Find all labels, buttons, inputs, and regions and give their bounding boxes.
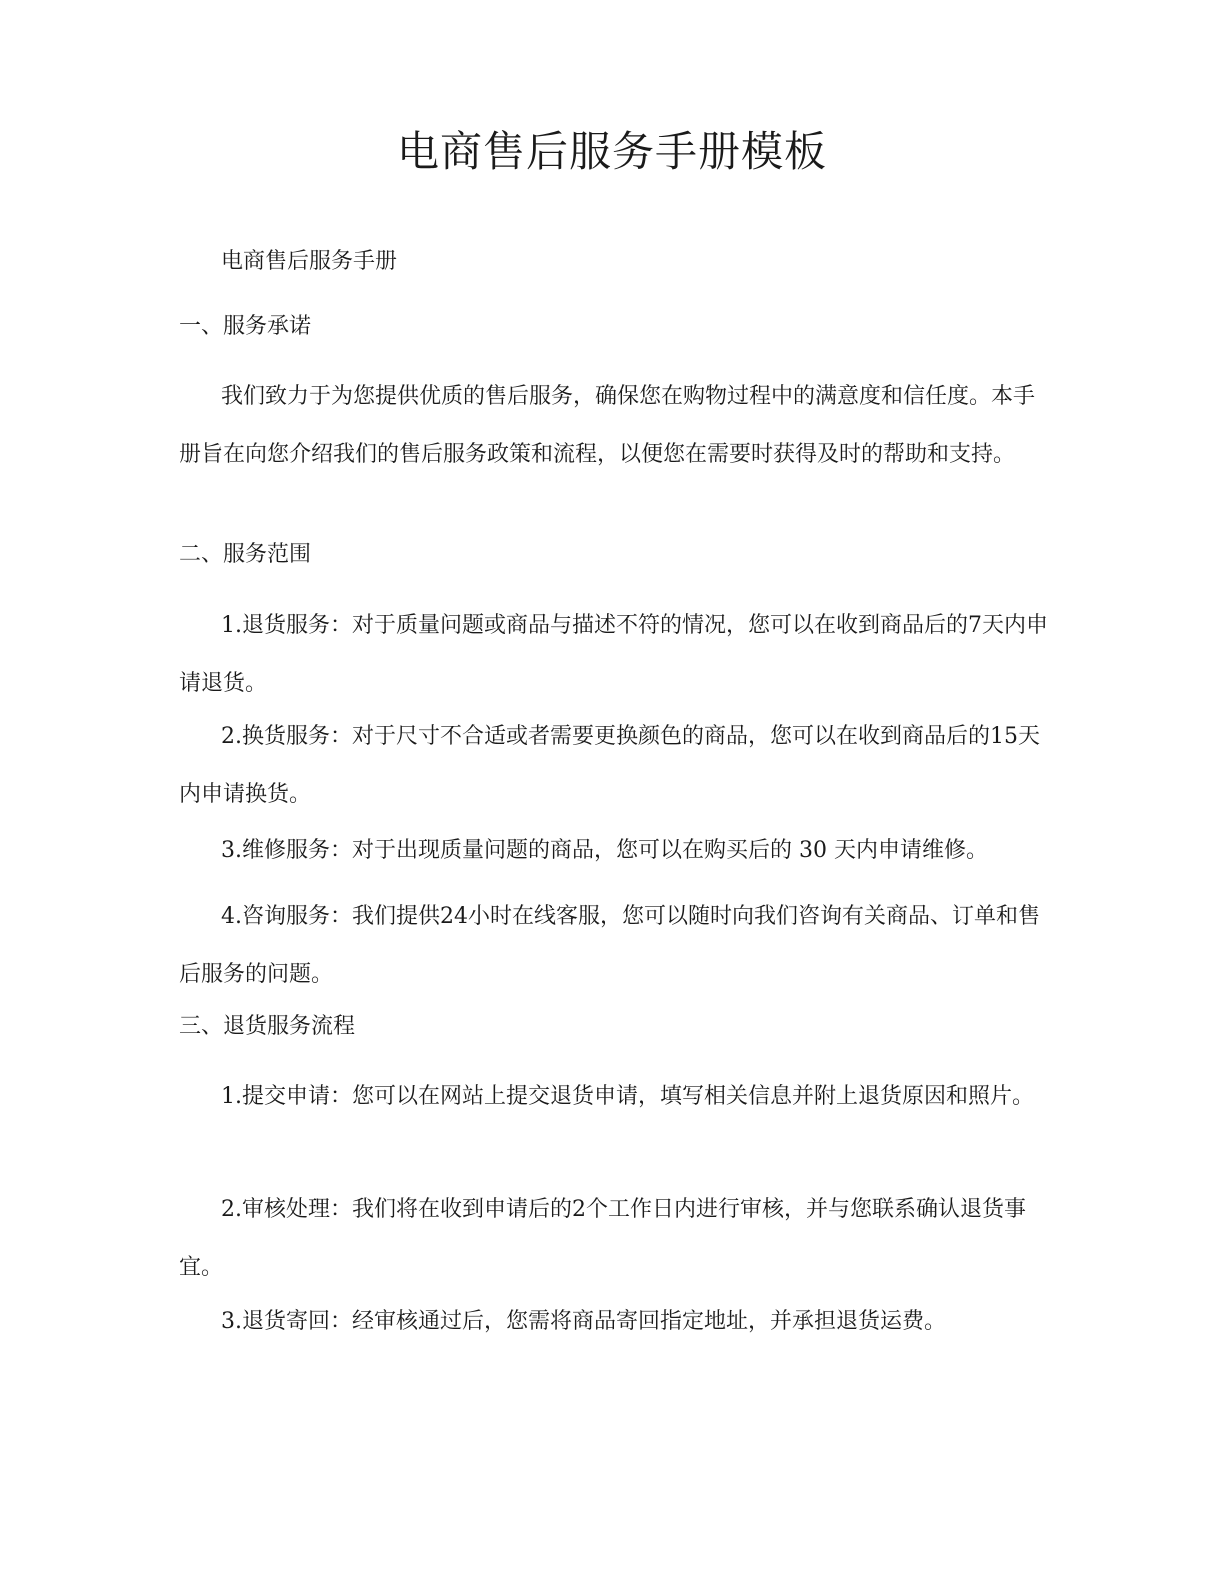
scope-item-repair: 3.维修服务：对于出现质量问题的商品，您可以在购买后的 30 天内申请维修。 (221, 838, 988, 863)
scope-item-consult: 4.咨询服务：我们提供24小时在线客服，您可以随时向我们咨询有关商品、订单和售后服务的问题。 (179, 904, 1040, 987)
return-step-review: 2.审核处理：我们将在收到申请后的2个工作日内进行审核，并与您联系确认退货事宜。 (179, 1197, 1026, 1280)
section-heading-scope: 二、服务范围 (179, 542, 312, 567)
return-step-ship-back: 3.退货寄回：经审核通过后，您需将商品寄回指定地址，并承担退货运费。 (221, 1309, 946, 1334)
scope-item-exchange: 2.换货服务：对于尺寸不合适或者需要更换颜色的商品，您可以在收到商品后的15天内申请换货。 (179, 724, 1040, 807)
document-title: 电商售后服务手册模板 (396, 127, 827, 176)
section-heading-return-process: 三、退货服务流程 (179, 1014, 356, 1039)
section-heading-commitment: 一、服务承诺 (179, 314, 312, 339)
commitment-paragraph: 我们致力于为您提供优质的售后服务，确保您在购物过程中的满意度和信任度。本手册旨在向您介绍我们的售后服务政策和流程，以便您在需要时获得及时的帮助和支持。 (179, 384, 1036, 467)
document-subtitle: 电商售后服务手册 (221, 249, 398, 274)
scope-item-return: 1.退货服务：对于质量问题或商品与描述不符的情况，您可以在收到商品后的7天内申请退货。 (179, 613, 1048, 696)
return-step-submit: 1.提交申请：您可以在网站上提交退货申请，填写相关信息并附上退货原因和照片。 (221, 1084, 1034, 1109)
